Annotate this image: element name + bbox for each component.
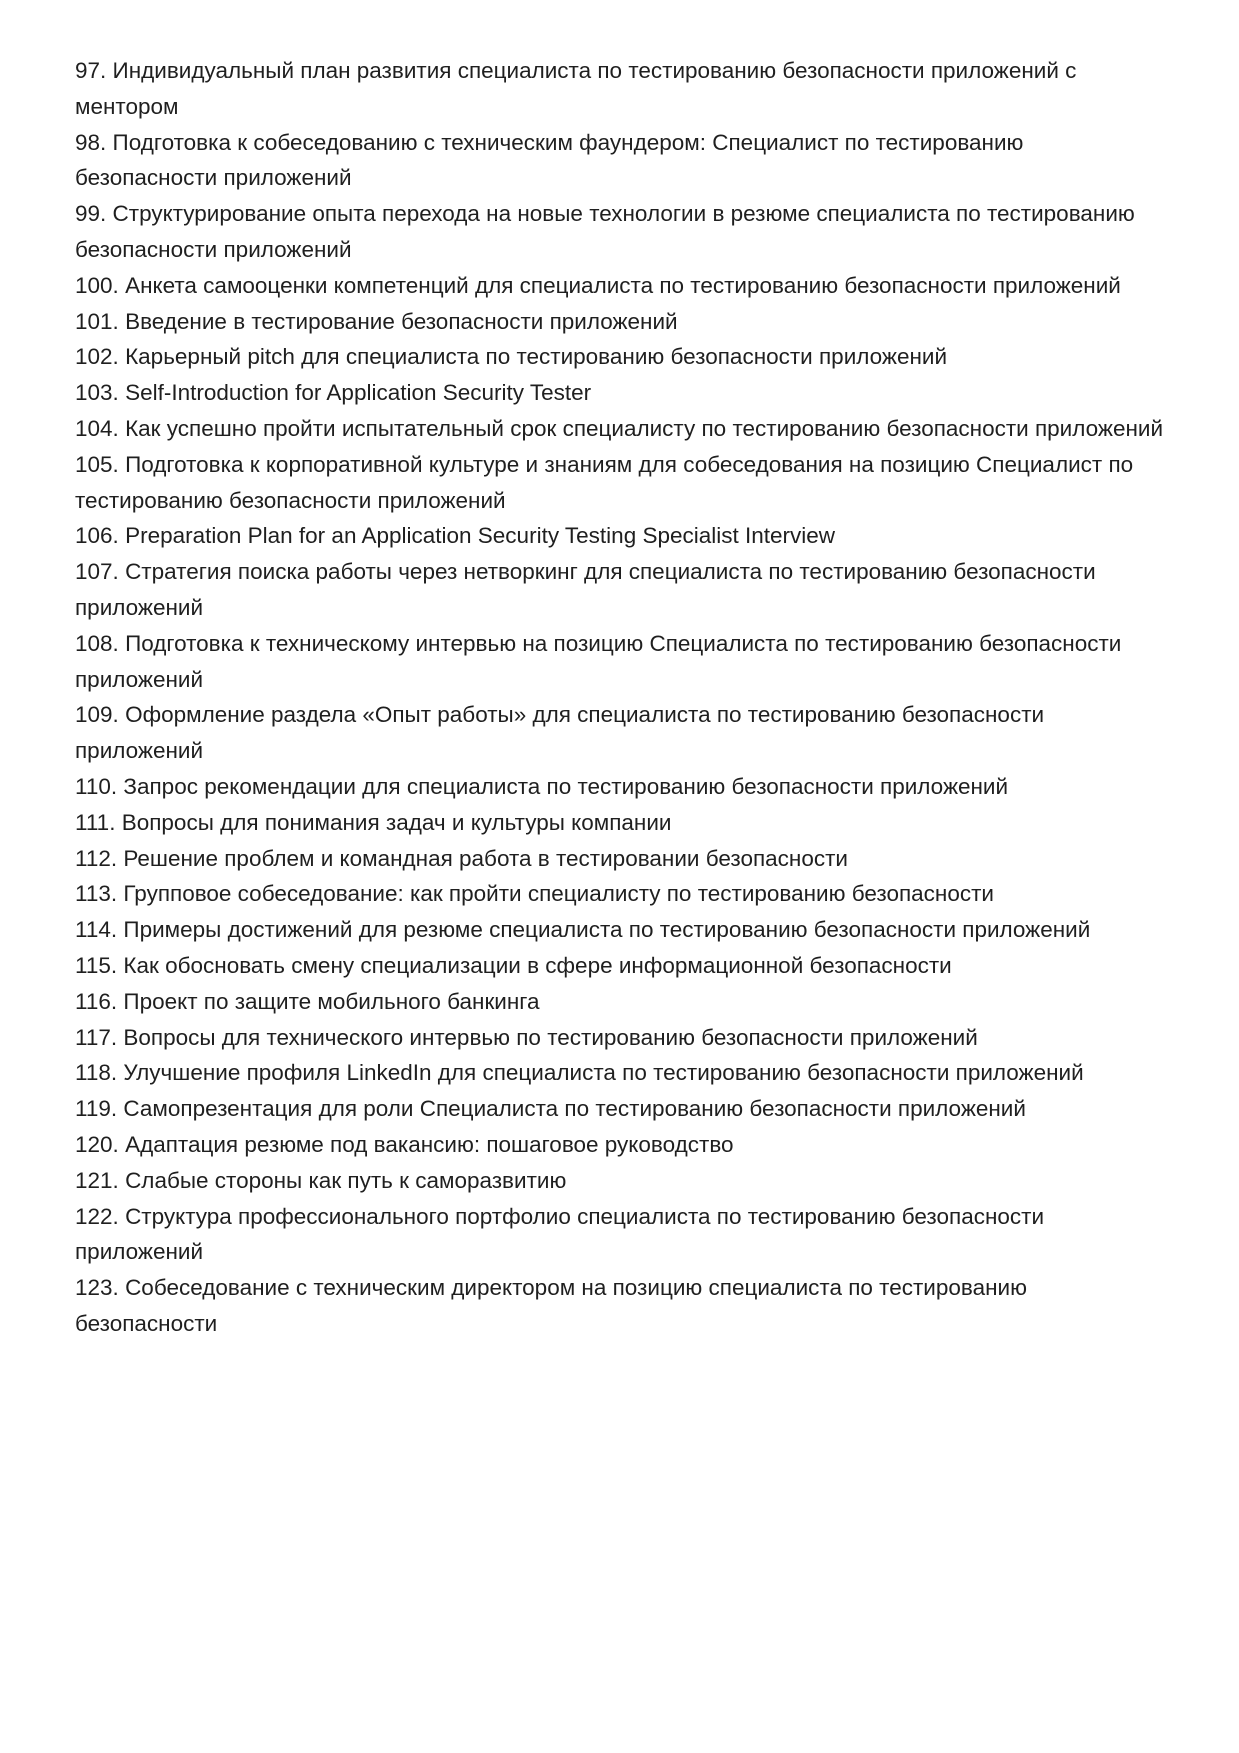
list-item (75, 518, 1165, 554)
item-text: Preparation Plan for an Application Security Testing Specialist Interview (125, 523, 836, 549)
item-number: 105. (75, 451, 119, 477)
item-number: 123. (75, 1275, 119, 1301)
list-item (75, 411, 1165, 447)
item-number: 113. (75, 881, 118, 907)
item-number: 99. (75, 201, 107, 227)
item-text: Структура профессионального портфолио специалиста по тестированию безопасности приложений (75, 1203, 1045, 1265)
list-item (75, 268, 1165, 304)
list-item (75, 841, 1165, 877)
list-item (75, 196, 1165, 268)
item-number: 114. (75, 917, 118, 943)
list-item (75, 1020, 1165, 1056)
item-number: 104. (75, 415, 119, 441)
item-number: 109. (75, 702, 119, 728)
item-text: Групповое собеседование: как пройти специалисту по тестированию безопасности (123, 881, 994, 907)
item-number: 116. (75, 988, 118, 1014)
item-text: Введение в тестирование безопасности приложений (125, 308, 678, 334)
item-number: 101. (75, 308, 119, 334)
list-item (75, 554, 1165, 626)
item-text: Индивидуальный план развития специалиста по тестированию безопасности приложений с ментором (75, 58, 1077, 119)
item-text: Собеседование с техническим директором на позицию специалиста по тестированию безопасности (75, 1275, 1027, 1336)
list-item (75, 626, 1165, 698)
item-text: Проект по защите мобильного банкинга (123, 988, 540, 1014)
list-item (75, 876, 1165, 912)
item-number: 100. (75, 272, 119, 298)
item-text: Вопросы для понимания задач и культуры компании (121, 809, 672, 835)
item-number: 121. (75, 1167, 119, 1193)
item-text: Подготовка к собеседованию с техническим фаундером: Специалист по тестированию безопасности приложений (75, 129, 1024, 191)
list-item (75, 339, 1165, 375)
list-item (75, 1055, 1165, 1091)
list-item (75, 1199, 1165, 1271)
list-item (75, 769, 1165, 805)
list-item (75, 697, 1165, 769)
item-text: Как обосновать смену специализации в сфере информационной безопасности (123, 952, 952, 978)
document-page (75, 53, 1165, 1342)
item-text: Решение проблем и командная работа в тестировании безопасности (123, 845, 848, 871)
item-text: Адаптация резюме под вакансию: пошаговое руководство (125, 1131, 734, 1157)
item-number: 98. (75, 129, 107, 155)
item-number: 102. (75, 344, 119, 370)
item-text: Стратегия поиска работы через нетворкинг для специалиста по тестированию безопасности приложений (75, 559, 1096, 620)
item-text: Оформление раздела «Опыт работы» для специалиста по тестированию безопасности приложений (75, 702, 1045, 764)
list-item (75, 948, 1165, 984)
item-text: Карьерный pitch для специалиста по тестированию безопасности приложений (125, 344, 948, 370)
item-text: Вопросы для технического интервью по тестированию безопасности приложений (123, 1024, 978, 1050)
item-number: 118. (75, 1060, 118, 1086)
list-item (75, 53, 1165, 125)
item-number: 111. (75, 809, 116, 835)
list-item (75, 805, 1165, 841)
list-item (75, 1091, 1165, 1127)
numbered-list (75, 53, 1165, 1342)
item-text: Улучшение профиля LinkedIn для специалиста по тестированию безопасности приложений (123, 1060, 1084, 1086)
item-text: Слабые стороны как путь к саморазвитию (125, 1167, 567, 1193)
item-number: 117. (75, 1024, 118, 1050)
list-item (75, 304, 1165, 340)
list-item (75, 984, 1165, 1020)
item-number: 122. (75, 1203, 119, 1229)
item-number: 108. (75, 630, 119, 656)
item-number: 112. (75, 845, 118, 871)
list-item (75, 375, 1165, 411)
item-number: 120. (75, 1131, 119, 1157)
list-item (75, 1270, 1165, 1342)
item-text: Self-Introduction for Application Security Tester (125, 380, 592, 406)
item-text: Запрос рекомендации для специалиста по тестированию безопасности приложений (123, 773, 1009, 799)
item-number: 107. (75, 559, 119, 585)
list-item (75, 1127, 1165, 1163)
item-number: 97. (75, 58, 107, 83)
item-text: Примеры достижений для резюме специалиста по тестированию безопасности приложений (123, 917, 1091, 943)
item-text: Как успешно пройти испытательный срок специалисту по тестированию безопасности приложений (125, 415, 1164, 441)
item-number: 115. (75, 952, 118, 978)
list-item (75, 912, 1165, 948)
list-item (75, 125, 1165, 197)
item-number: 106. (75, 523, 119, 549)
item-text: Структурирование опыта перехода на новые технологии в резюме специалиста по тестированию безопасности приложений (75, 201, 1135, 262)
item-text: Анкета самооценки компетенций для специалиста по тестированию безопасности приложений (125, 272, 1121, 298)
list-item (75, 447, 1165, 519)
item-text: Самопрезентация для роли Специалиста по тестированию безопасности приложений (123, 1096, 1026, 1122)
list-item (75, 1163, 1165, 1199)
item-text: Подготовка к корпоративной культуре и знаниям для собеседования на позицию Специалист по тестированию безопасности приложений (75, 451, 1134, 513)
item-number: 119. (75, 1096, 118, 1122)
item-number: 103. (75, 380, 119, 406)
item-text: Подготовка к техническому интервью на позицию Специалиста по тестированию безопасности приложений (75, 630, 1122, 692)
item-number: 110. (75, 773, 118, 799)
